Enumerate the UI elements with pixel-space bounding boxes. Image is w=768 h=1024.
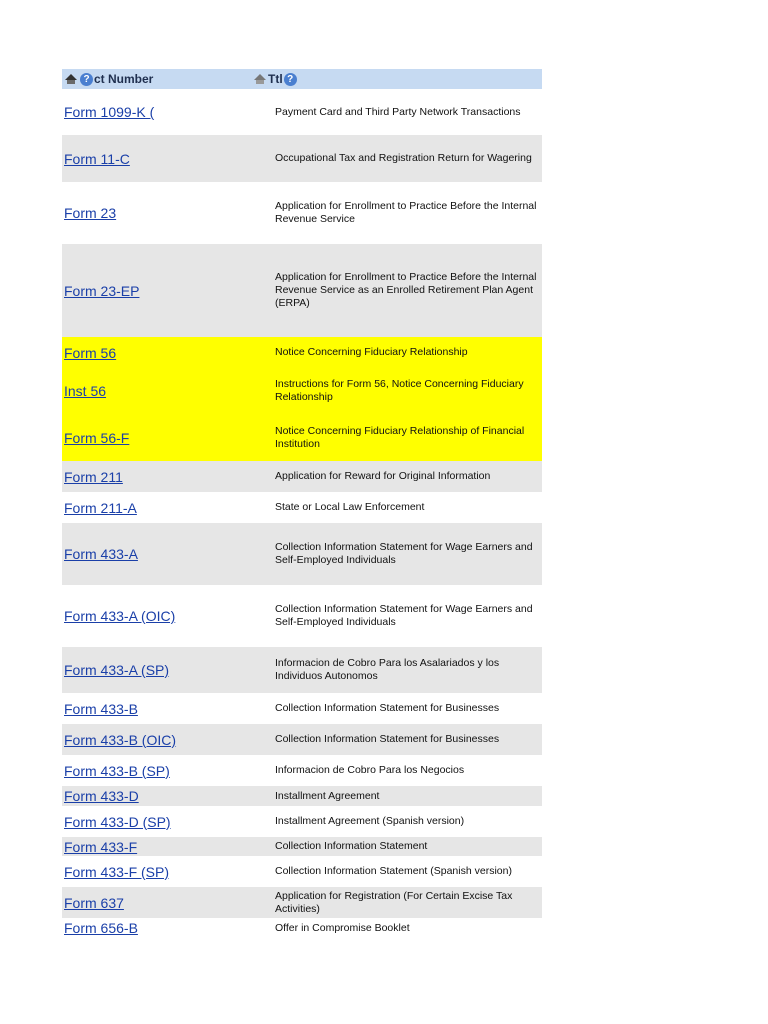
form-link[interactable]: Inst 56 xyxy=(64,383,107,399)
table-row xyxy=(62,806,542,837)
help-icon[interactable]: ? xyxy=(284,73,297,86)
form-title: Installment Agreement (Spanish version) xyxy=(275,815,465,827)
form-title: Application for Enrollment to Practice Before the Internal Revenue Service xyxy=(275,200,537,225)
form-title: Payment Card and Third Party Network Transactions xyxy=(275,105,521,118)
form-title: Application for Registration (For Certain Excise Tax Activities) xyxy=(275,889,513,915)
table-row xyxy=(62,786,542,806)
form-link[interactable]: Form 656-B xyxy=(64,920,138,936)
form-link[interactable]: Form 433-D xyxy=(64,788,139,804)
form-title: Notice Concerning Fiduciary Relationship of Financial Institution xyxy=(275,424,525,450)
table-row xyxy=(62,244,542,337)
form-link[interactable]: Form 56-F xyxy=(64,429,130,446)
form-link[interactable]: Form 433-D (SP) xyxy=(64,813,171,830)
table-row xyxy=(62,461,542,492)
form-title: Collection Information Statement xyxy=(275,840,428,852)
form-title: Application for Reward for Original Information xyxy=(275,470,491,482)
table-row xyxy=(62,755,542,786)
form-title: Collection Information Statement for Businesses xyxy=(275,702,500,714)
form-link[interactable]: Form 23-EP xyxy=(64,282,140,299)
form-title: Offer in Compromise Booklet xyxy=(275,921,410,934)
forms-table xyxy=(62,69,542,938)
form-link[interactable]: Form 1099-K ( xyxy=(64,104,155,120)
sort-icon[interactable] xyxy=(253,73,267,85)
form-title: Occupational Tax and Registration Return for Wagering xyxy=(275,152,532,164)
form-link[interactable]: Form 211-A xyxy=(64,499,137,516)
product-number-header[interactable] xyxy=(64,72,153,86)
form-title: Application for Enrollment to Practice Before the Internal Revenue Service as an Enrolled Retirement Plan Agent (ERPA) xyxy=(275,271,537,309)
table-row xyxy=(62,368,542,414)
table-row xyxy=(62,523,542,585)
form-link[interactable]: Form 433-B xyxy=(64,700,138,717)
table-row xyxy=(62,693,542,724)
form-link[interactable]: Form 23 xyxy=(64,205,117,221)
form-title: Collection Information Statement for Businesses xyxy=(275,733,500,745)
form-title: State or Local Law Enforcement xyxy=(275,501,425,513)
table-row xyxy=(62,492,542,523)
title-label: Ttl xyxy=(268,72,283,86)
form-link[interactable]: Form 637 xyxy=(64,894,124,911)
form-link[interactable]: Form 433-A (SP) xyxy=(64,662,170,678)
table-row xyxy=(62,647,542,693)
help-icon[interactable]: ? xyxy=(80,73,93,86)
table-row xyxy=(62,724,542,755)
table-row xyxy=(62,337,542,368)
form-link[interactable]: Form 11-C xyxy=(64,150,130,167)
table-row xyxy=(62,182,542,244)
form-link[interactable]: Form 433-A (OIC) xyxy=(64,608,176,624)
table-row xyxy=(62,89,542,135)
table-row xyxy=(62,918,542,938)
form-title: Notice Concerning Fiduciary Relationship xyxy=(275,346,468,358)
form-link[interactable]: Form 56 xyxy=(64,344,117,361)
table-row xyxy=(62,837,542,856)
form-link[interactable]: Form 433-F xyxy=(64,838,138,855)
table-row xyxy=(62,585,542,647)
table-row xyxy=(62,135,542,182)
table-header xyxy=(62,69,542,89)
table-row xyxy=(62,414,542,461)
form-link[interactable]: Form 433-B (OIC) xyxy=(64,731,177,748)
form-title: Collection Information Statement for Wage Earners and Self-Employed Individuals xyxy=(275,541,533,566)
title-header[interactable] xyxy=(253,72,298,86)
product-number-label: ct Number xyxy=(94,72,154,86)
form-title: Collection Information Statement (Spanish version) xyxy=(275,865,512,877)
sort-icon[interactable] xyxy=(64,73,78,85)
form-title: Instructions for Form 56, Notice Concerning Fiduciary Relationship xyxy=(275,378,524,403)
form-title: Informacion de Cobro Para los Negocios xyxy=(275,764,465,776)
form-link[interactable]: Form 433-B (SP) xyxy=(64,762,170,779)
table-row xyxy=(62,856,542,887)
form-title: Collection Information Statement for Wage Earners and Self-Employed Individuals xyxy=(275,603,533,628)
form-link[interactable]: Form 211 xyxy=(64,468,123,485)
table-row xyxy=(62,887,542,918)
form-title: Informacion de Cobro Para los Asalariados y los Individuos Autonomos xyxy=(275,657,500,682)
form-link[interactable]: Form 433-A xyxy=(64,546,138,562)
form-link[interactable]: Form 433-F (SP) xyxy=(64,863,170,880)
form-title: Installment Agreement xyxy=(275,789,380,802)
